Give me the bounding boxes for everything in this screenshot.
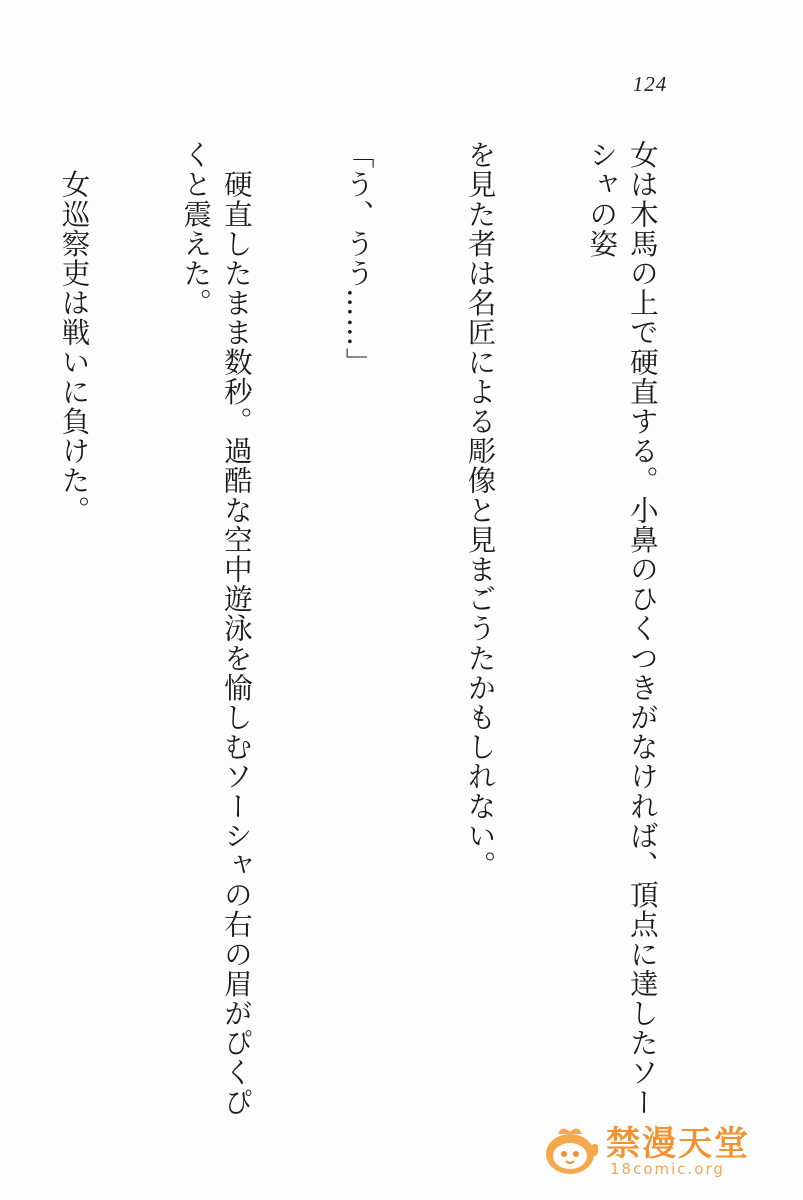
watermark-title: 禁漫天堂 xyxy=(606,1124,750,1164)
text-line: 女は木馬の上で硬直する。小鼻のひくつきがなければ、頂点に達したソーシャの姿 xyxy=(585,140,659,1117)
vertical-body-text xyxy=(57,140,743,1130)
orange-bird-mascot-icon xyxy=(540,1120,602,1178)
text-line: 女巡察吏は戦いに負けた。 xyxy=(57,140,91,525)
text-line: 「う、うう……」 xyxy=(341,140,375,377)
page-number: 124 xyxy=(632,72,668,96)
text-line: 硬直したまま数秒。過酷な空中遊泳を愉しむソーシャの右の眉がぴくぴくと震えた。 xyxy=(179,140,253,1117)
watermark-url: 18comic.org xyxy=(610,1160,725,1178)
text-line: を見た者は名匠による彫像と見まごうたかもしれない。 xyxy=(463,140,497,880)
watermark xyxy=(540,1114,775,1182)
